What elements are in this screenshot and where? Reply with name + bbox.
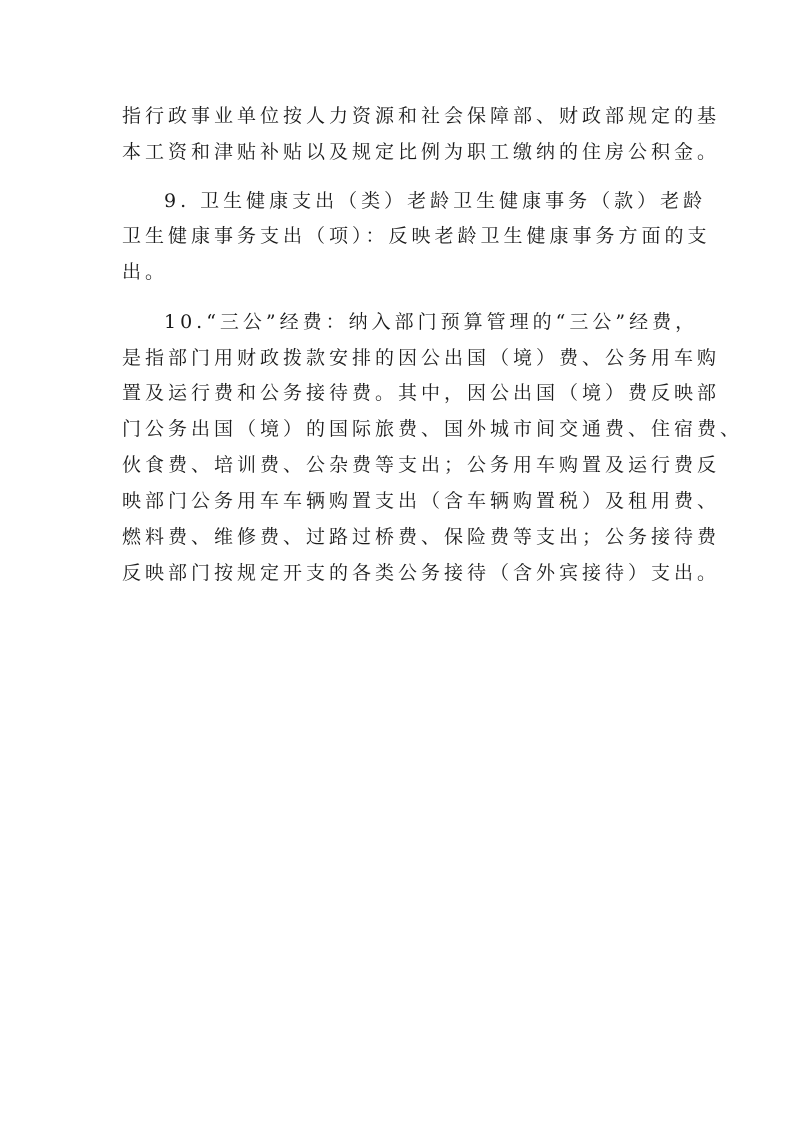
text-line: 置及运行费和公务接待费。其中，因公出国（境）费反映部 — [122, 382, 721, 404]
paragraph-9-heading-line: 9. 卫生健康支出（类）老龄卫生健康事务（款）老龄 — [164, 190, 707, 212]
text-line: 卫生健康事务支出（项）：反映老龄卫生健康事务方面的支 — [122, 225, 711, 247]
text-line: 伙食费、培训费、公杂费等支出；公务用车购置及运行费反 — [122, 454, 721, 476]
text-line: 反映部门按规定开支的各类公务接待（含外宾接待）支出。 — [122, 562, 721, 584]
text-line: 指行政事业单位按人力资源和社会保障部、财政部规定的基 — [122, 105, 721, 127]
text-line: 燃料费、维修费、过路过桥费、保险费等支出；公务接待费 — [122, 526, 721, 548]
text-line: 门公务出国（境）的国际旅费、国外城市间交通费、住宿费、 — [122, 418, 744, 440]
text-line: 映部门公务用车车辆购置支出（含车辆购置税）及租用费、 — [122, 490, 721, 512]
text-line: 本工资和津贴补贴以及规定比例为职工缴纳的住房公积金。 — [122, 141, 721, 163]
text-line: 是指部门用财政拨款安排的因公出国（境）费、公务用车购 — [122, 347, 721, 369]
text-line: 出。 — [122, 261, 169, 283]
paragraph-10-heading-line: 10.“三公”经费：纳入部门预算管理的“三公”经费， — [164, 311, 699, 333]
